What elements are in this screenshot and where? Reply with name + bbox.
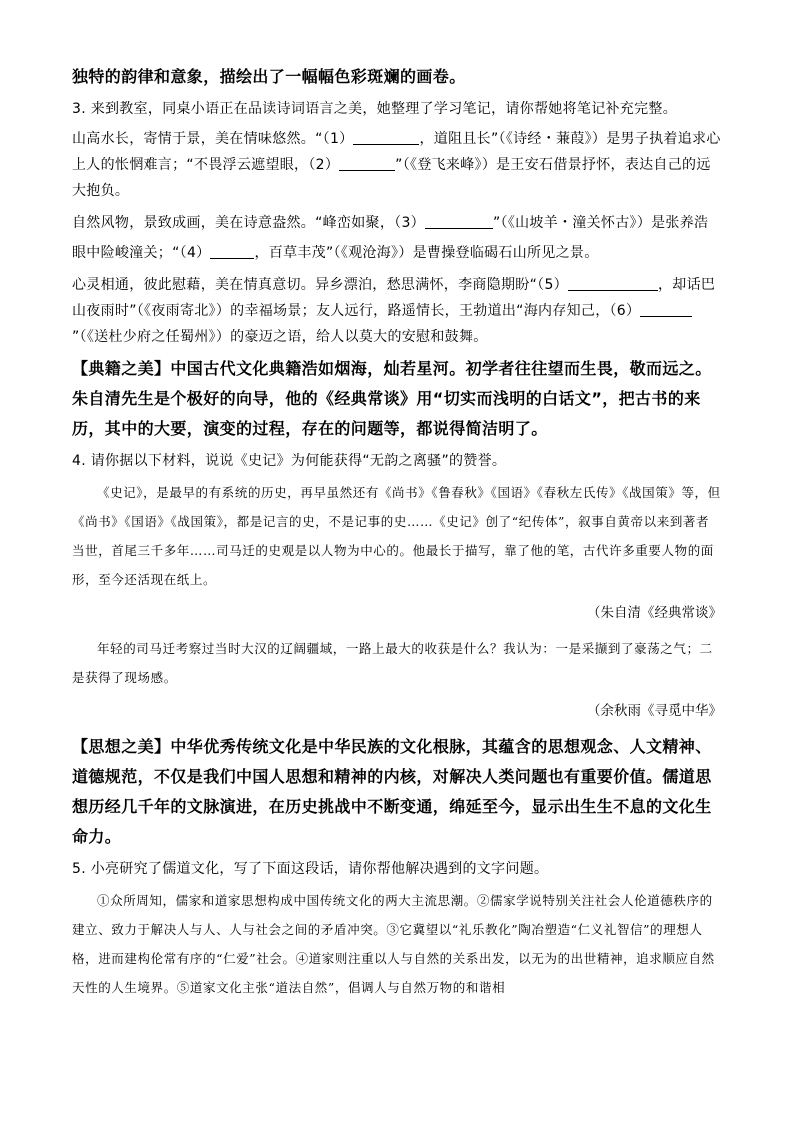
q4-quote-2: 年轻的司马迁考察过当时大汉的辽阔疆域，一路上最大的收获是什么？我认为：一是采撷到了豪荡之气；二是获得了现场感。 [72, 641, 713, 685]
q4-stem: 4. 请你据以下材料，说说《史记》为何能获得“无韵之离骚”的赞誉。 [72, 453, 507, 469]
q5-quote: ①众所周知，儒家和道家思想构成中国传统文化的两大主流思潮。②儒家学说特别关注社会人伦道德秩序的建立、致力于解决人与人、人与社会之间的矛盾冲突。③它冀望以“礼乐教化”陶冶塑造“仁义礼智信”的理想人格，进而建构伦常有序的“仁爱”社会。④道家则注重以人与自然的关系出发，以无为的出世精神，追求顺应自然天性的人生境界。⑤道家文化主张“道法自然”，倡调人与自然万物的和谐相 [72, 893, 715, 995]
q4-source-2: （余秋雨《寻觅中华》 [587, 703, 722, 719]
q3-paragraph-3: 心灵相通，彼此慰藉，美在情真意切。异乡漂泊，愁思满怀，李商隐期盼“（5） ，却话巴山夜雨时”（《夜雨寄北》）的幸福场景；友人远行，路遥情长，王勃道出“海内存知己，（6）”（《送杜少府之任蜀州》）的豪迈之语，给人以莫大的安慰和鼓舞。 [72, 277, 716, 345]
answer-blank-5[interactable] [568, 276, 658, 291]
q4-source-1: （朱自清《经典常谈》 [587, 605, 722, 621]
answer-blank-4[interactable] [210, 244, 254, 259]
answer-blank-2[interactable] [339, 156, 395, 171]
intro-tail: 独特的韵律和意象，描绘出了一幅幅色彩斑斓的画卷。 [72, 67, 466, 86]
document-page [72, 62, 722, 1002]
q3-stem: 3. 来到教室，同桌小语正在品读诗词语言之美，她整理了学习笔记，请你帮她将笔记补充完整。 [72, 101, 678, 117]
answer-blank-3[interactable] [425, 214, 493, 229]
answer-blank-6[interactable] [640, 302, 692, 317]
q3-paragraph-2: 自然风物，景致成画，美在诗意盎然。“峰峦如聚，（3） ”（《山坡羊・潼关怀古》）是张养浩眼中险峻潼关；“（4） ，百草丰茂”（《观沧海》）是曹操登临碣石山所见之景。 [72, 215, 709, 261]
classics-section-heading: 【典籍之美】中国古代文化典籍浩如烟海，灿若星河。初学者往往望而生畏，敬而远之。朱自清先生是个极好的向导，他的《经典常谈》用“切实而浅明的白话文”，把古书的来历，其中的大要，演变的过程，存在的问题等，都说得简洁明了。 [72, 359, 712, 438]
q4-quote-1: 《史记》，是最早的有系统的历史，再早虽然还有《尚书》《鲁春秋》《国语》《春秋左氏传》《战国策》等，但《尚书》《国语》《战国策》，都是记言的史，不是记事的史……《史记》创了“纪传体”，叙事自黄帝以来到著者当世，首尾三千多年……司马迁的史观是以人物为中心的。他最长于描写，靠了他的笔，古代许多重要人物的面形，至今还活现在纸上。 [72, 485, 721, 587]
thought-section-heading: 【思想之美】中华优秀传统文化是中华民族的文化根脉，其蕴含的思想观念、人文精神、道德规范，不仅是我们中国人思想和精神的内核，对解决人类问题也有重要价值。儒道思想历经几千年的文脉演进，在历史挑战中不断变通，绵延至今，显示出生生不息的文化生命力。 [72, 737, 712, 846]
q3-paragraph-1: 山高水长，寄情于景，美在情味悠然。“（1） ，道阻且长”（《诗经・蒹葭》）是男子执着追求心上人的怅惘难言；“不畏浮云遮望眼，（2） ”（《登飞来峰》）是王安石借景抒怀，表达自己的远大抱负。 [72, 131, 721, 199]
answer-blank-1[interactable] [353, 130, 419, 145]
q5-stem: 5. 小亮研究了儒道文化，写了下面这段话，请你帮他解决遇到的文字问题。 [72, 861, 549, 877]
